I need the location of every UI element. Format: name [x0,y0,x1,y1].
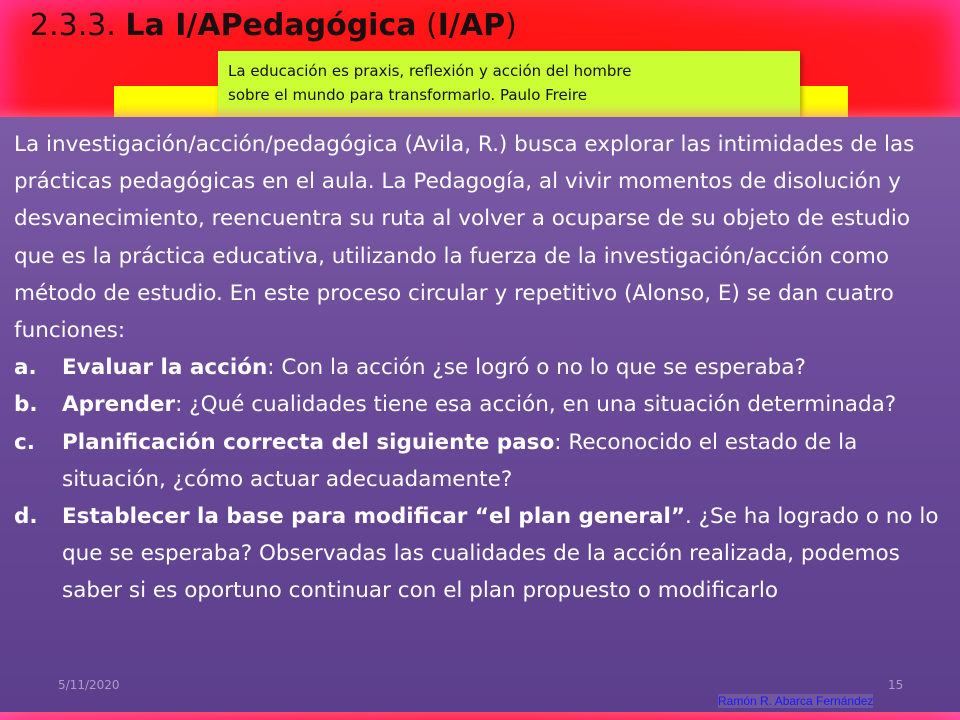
list-marker: b. [14,392,38,418]
footer-page-number: 15 [888,678,904,692]
content-text [14,126,954,610]
title-number: 2.3.3. [30,8,116,43]
list-marker: a. [14,355,37,381]
list-marker: c. [14,429,35,455]
list-item [14,349,954,386]
title-bold: La I/APedagógica [125,8,417,43]
list-item-title: Planificación correcta del siguiente paso [62,429,555,455]
quote-box [218,51,800,117]
list-item-title: Establecer la base para modificar “el plan general” [62,504,685,530]
title-open-paren: ( [416,8,438,43]
slide-title [30,8,517,43]
quote-line-1: La educación es praxis, reflexión y acción del hombre [228,62,632,80]
list-item-title: Aprender [62,392,176,418]
list-item [14,386,954,423]
title-abbr: I/AP [437,8,506,43]
functions-list [14,349,954,609]
footer-author: Ramón R. Abarca Fernández [718,694,874,708]
list-item-text: : Con la acción ¿se logró o no lo que se esperaba? [267,355,806,381]
title-close-paren: ) [505,8,517,43]
list-item [14,498,954,610]
footer-date: 5/11/2020 [58,678,120,692]
list-item-text: : Reconocido el estado de la situación, ¿cómo actuar adecuadamente? [62,429,858,492]
intro-paragraph: La investigación/acción/pedagógica (Avila, R.) busca explorar las intimidades de las prácticas pedagógicas en el aula. La Pedagogía, al vivir momentos de disolución y desvanecimiento, reencuentra su ruta al volver a ocuparse de su objeto de estudio que es la práctica educativa, utilizando la fuerza de la investigación/acción como método de estudio. En este proceso circular y repetitivo (Alonso, E) se dan cuatro funciones: [14,132,915,344]
list-item [14,424,954,498]
list-item-title: Evaluar la acción [62,355,268,381]
list-item-text: : ¿Qué cualidades tiene esa acción, en una situación determinada? [175,392,897,418]
list-marker: d. [14,504,38,530]
list-item-text: . ¿Se ha logrado o no lo que se esperaba? Observadas las cualidades de la acción realizada, podemos saber si es oportuno continuar con el plan propuesto o modificarlo [62,504,939,604]
quote-line-2: sobre el mundo para transformarlo. Paulo Freire [228,86,587,104]
